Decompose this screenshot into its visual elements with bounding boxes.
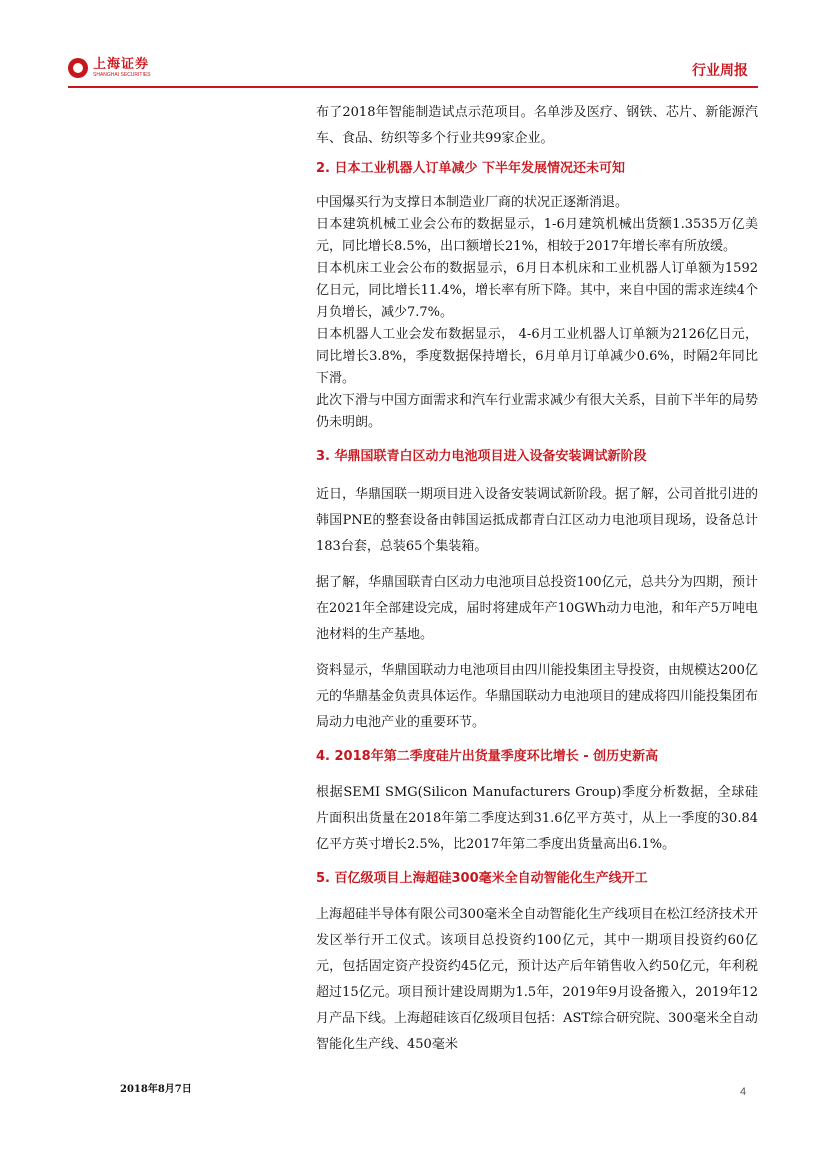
section-4-paragraph-1: 根据SEMI SMG(Silicon Manufacturers Group)季度分析数据，全球硅片面积出货量在2018年第二季度达到31.6亿平方英寸，从上一季度的30.84亿平方英寸增长2.5%，比2017年第二季度出货量高出6.1%。 xyxy=(316,785,758,852)
section-2-paragraph-1: 中国爆买行为支撑日本制造业厂商的状况正逐渐消退。 xyxy=(316,195,629,210)
section-2-paragraph-3: 日本机床工业会公布的数据显示，6月日本机床和工业机器人订单额为1592亿日元，同比增长11.4%，增长率有所下降。其中，来自中国的需求连续4个月负增长，减少7.7%。 xyxy=(316,261,758,320)
header-divider xyxy=(68,86,758,88)
section-2-paragraph-2: 日本建筑机械工业会公布的数据显示，1-6月建筑机械出货额1.3535万亿美元，同比增长8.5%，出口额增长21%，相较于2017年增长率有所放缓。 xyxy=(316,217,758,254)
section-2-paragraph-5: 此次下滑与中国方面需求和汽车行业需求减少有很大关系，目前下半年的局势仍未明朗。 xyxy=(316,393,759,430)
page-number: 4 xyxy=(740,1086,747,1098)
section-3-paragraph-2: 据了解，华鼎国联青白区动力电池项目总投资100亿元，总共分为四期，预计在2021年全部建设完成，届时将建成年产10GWh动力电池，和年产5万吨电池材料的生产基地。 xyxy=(316,575,758,642)
logo-chinese-name: 上海证券 xyxy=(93,57,150,72)
section-5-paragraph-1: 上海超硅半导体有限公司300毫米全自动智能化生产线项目在松江经济技术开发区举行开工仪式。该项目总投资约100亿元，其中一期项目投资约60亿元，包括固定资产投资约45亿元，预计达产后年销售收入约50亿元，年利税超过15亿元。项目预计建设周期为1.5年，2019年9月设备搬入，2019年12月产品下线。上海超硅该百亿级项目包括：AST综合研究院、300毫米全自动智能化生产线、450毫米 xyxy=(316,907,758,1052)
section-2-paragraph-4: 日本机器人工业会发布数据显示， 4-6月工业机器人订单额为2126亿日元，同比增长3.8%，季度数据保持增长，6月单月订单减少0.6%，时隔2年同比下滑。 xyxy=(316,327,758,386)
section-3-paragraph-3: 资料显示，华鼎国联动力电池项目由四川能投集团主导投资，由规模达200亿元的华鼎基金负责具体运作。华鼎国联动力电池项目的建成将四川能投集团布局动力电池产业的重要环节。 xyxy=(316,663,759,730)
section-3-heading: 3. 华鼎国联青白区动力电池项目进入设备安装调试新阶段 xyxy=(316,449,647,464)
company-logo xyxy=(68,58,151,78)
page-header xyxy=(68,52,758,92)
document-type-label: 行业周报 xyxy=(692,63,748,79)
logo-icon xyxy=(68,58,88,78)
section-3-paragraph-1: 近日，华鼎国联一期项目进入设备安装调试新阶段。据了解，公司首批引进的韩国PNE的整套设备由韩国运抵成都青白江区动力电池项目现场，设备总计183台套，总装65个集装箱。 xyxy=(316,487,759,554)
report-date: 2018年8月7日 xyxy=(120,1084,192,1095)
section-2-heading: 2. 日本工业机器人订单减少 下半年发展情况还未可知 xyxy=(316,161,626,176)
logo-english-name: SHANGHAI SECURITIES xyxy=(93,72,151,78)
section-5-heading: 5. 百亿级项目上海超硅300毫米全自动智能化生产线开工 xyxy=(316,871,648,886)
intro-paragraph: 布了2018年智能制造试点示范项目。名单涉及医疗、钢铁、芯片、新能源汽车、食品、纺织等多个行业共99家企业。 xyxy=(316,105,758,146)
main-content xyxy=(316,100,758,1058)
section-4-heading: 4. 2018年第二季度硅片出货量季度环比增长 - 创历史新高 xyxy=(316,749,659,764)
